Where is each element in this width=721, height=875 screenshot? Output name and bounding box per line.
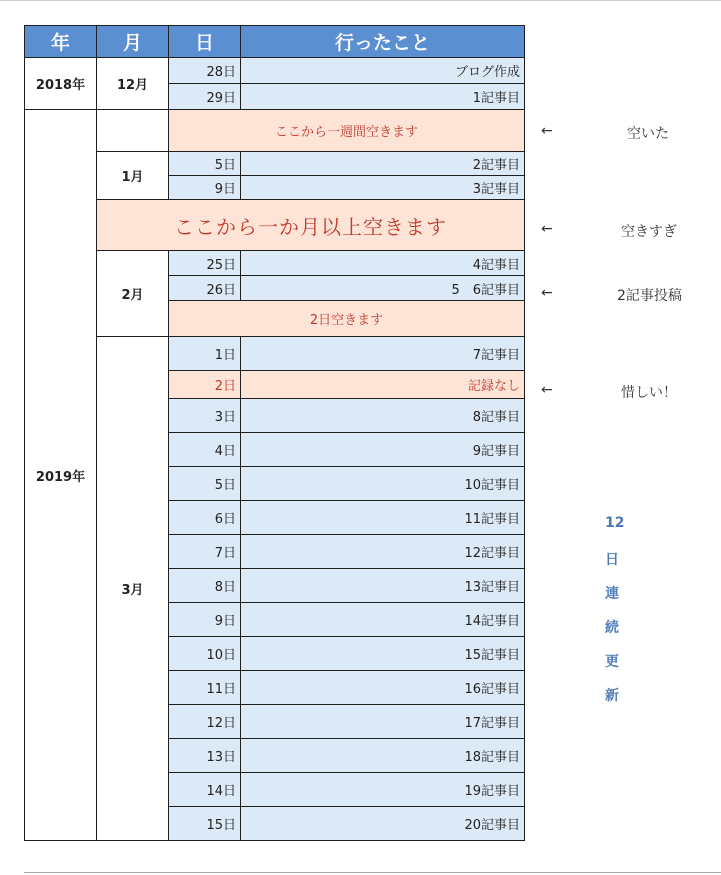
day-cell: 8日: [169, 569, 241, 603]
streak-char: 連: [605, 586, 619, 602]
gap-month-comment: 空きすぎ: [621, 224, 677, 240]
day-cell: 5日: [169, 467, 241, 501]
arrow-left-icon: ←: [541, 221, 553, 237]
year-cell-2019: 2019年: [25, 110, 97, 841]
activity-cell: 16記事目: [241, 671, 525, 705]
activity-cell: 13記事目: [241, 569, 525, 603]
bottom-border: [24, 872, 721, 873]
day-cell: 1日: [169, 337, 241, 371]
day-cell: 28日: [169, 58, 241, 84]
activity-cell: 4記事目: [241, 251, 525, 276]
activity-cell: 7記事目: [241, 337, 525, 371]
activity-cell: 19記事目: [241, 773, 525, 807]
activity-cell: 14記事目: [241, 603, 525, 637]
activity-cell: 1記事目: [241, 84, 525, 110]
day-cell: 3日: [169, 399, 241, 433]
activity-cell: 11記事目: [241, 501, 525, 535]
header-month: 月: [97, 26, 169, 58]
table-row: [25, 152, 525, 176]
day-cell: 4日: [169, 433, 241, 467]
day-cell: 26日: [169, 276, 241, 301]
month-cell-dec-tail: [97, 110, 169, 152]
gap-month-note: ここから一か月以上空きます: [97, 200, 525, 251]
activity-cell: 17記事目: [241, 705, 525, 739]
day-cell: 10日: [169, 637, 241, 671]
year-cell-2018: 2018年: [25, 58, 97, 110]
activity-cell: 2記事目: [241, 152, 525, 176]
table-row: [25, 58, 525, 84]
activity-cell: 15記事目: [241, 637, 525, 671]
activity-cell-missed: 記録なし: [241, 371, 525, 399]
table-row: [25, 200, 525, 251]
day-cell: 29日: [169, 84, 241, 110]
activity-cell: ブログ作成: [241, 58, 525, 84]
day-cell: 14日: [169, 773, 241, 807]
day-cell: 7日: [169, 535, 241, 569]
gap-week-comment: 空いた: [627, 126, 669, 142]
top-border: [0, 0, 721, 1]
month-cell-feb: 2月: [97, 251, 169, 337]
activity-cell: 8記事目: [241, 399, 525, 433]
day-cell: 11日: [169, 671, 241, 705]
month-cell-dec: 12月: [97, 58, 169, 110]
streak-char: 12: [605, 515, 625, 531]
day-cell-missed: 2日: [169, 371, 241, 399]
table-row: [25, 110, 525, 152]
header-day: 日: [169, 26, 241, 58]
streak-char: 続: [605, 620, 619, 636]
day-cell: 5日: [169, 152, 241, 176]
arrow-left-icon: ←: [541, 123, 553, 139]
day-cell: 6日: [169, 501, 241, 535]
table-row: [25, 337, 525, 371]
activity-cell: 12記事目: [241, 535, 525, 569]
header-year: 年: [25, 26, 97, 58]
gap-week-note: ここから一週間空きます: [169, 110, 525, 152]
day-cell: 12日: [169, 705, 241, 739]
header-row: [25, 26, 525, 58]
missed-comment: 惜しい！: [621, 385, 677, 401]
activity-cell: 20記事目: [241, 807, 525, 841]
activity-cell: 10記事目: [241, 467, 525, 501]
double-post-comment: 2記事投稿: [617, 288, 682, 304]
day-cell: 9日: [169, 603, 241, 637]
streak-char: 日: [605, 552, 619, 568]
arrow-left-icon: ←: [541, 285, 553, 301]
day-cell: 25日: [169, 251, 241, 276]
activity-cell: 3記事目: [241, 176, 525, 200]
day-cell: 15日: [169, 807, 241, 841]
activity-cell: 18記事目: [241, 739, 525, 773]
streak-char: 更: [605, 654, 619, 670]
month-cell-jan: 1月: [97, 152, 169, 200]
activity-cell: 9記事目: [241, 433, 525, 467]
gap-2days-note: 2日空きます: [169, 301, 525, 337]
arrow-left-icon: ←: [541, 382, 553, 398]
month-cell-mar: 3月: [97, 337, 169, 841]
streak-char: 新: [605, 688, 619, 704]
day-cell: 13日: [169, 739, 241, 773]
activity-cell: 5 6記事目: [241, 276, 525, 301]
table-row: [25, 251, 525, 276]
day-cell: 9日: [169, 176, 241, 200]
blog-log-table: [24, 25, 525, 841]
header-activity: 行ったこと: [241, 26, 525, 58]
